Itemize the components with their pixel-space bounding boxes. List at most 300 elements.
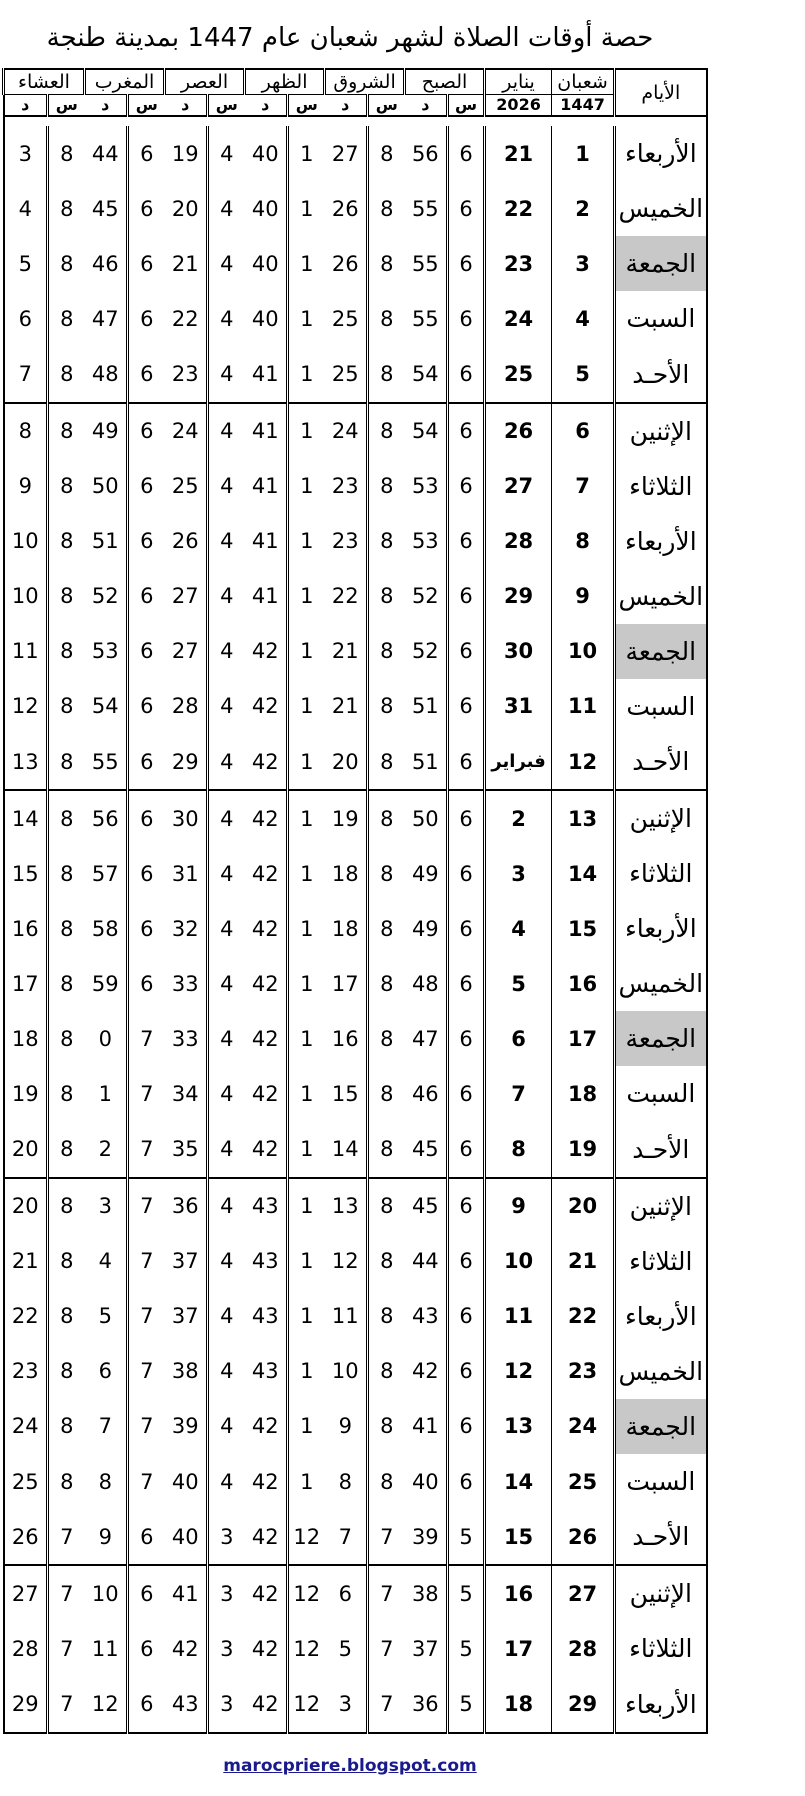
days-header: الأيام [615,69,707,116]
minute-cell: 23 [11,1359,39,1384]
day-name-cell: الثلاثاء [615,459,707,514]
minute-cell: 42 [251,916,279,941]
hour-cell: 8 [48,1011,85,1066]
hour-cell: 8 [368,734,405,790]
hour-cell: 4 [208,1122,245,1178]
hour-cell: 8 [368,569,405,624]
hour-cell: 8 [48,1399,85,1454]
day-name-cell: الأربعاء [615,1676,707,1733]
hour-cell: 1 [288,679,325,734]
hour-cell: 4 [208,291,245,346]
minute-cell: 42 [251,1524,279,1549]
greg-day-cell: فبراير [485,734,552,790]
hour-cell: 8 [368,1234,405,1289]
dhuhr-header: الظهر [245,69,325,95]
minute-cell: 40 [171,1469,199,1494]
minute-cell: 12 [91,1692,119,1717]
hour-cell: 6 [128,459,165,514]
minute-cell: 10 [11,529,39,554]
hour-cell: 1 [288,291,325,346]
day-name-cell: الثلاثاء [615,846,707,901]
hour-cell: 8 [368,790,405,846]
greg-day-cell: 26 [485,403,552,459]
table-row [4,126,707,181]
minute-cell: 25 [11,1469,39,1494]
hour-cell: 7 [368,1676,405,1733]
hour-cell: 8 [368,1011,405,1066]
minute-cell: 3 [18,141,32,166]
minute-cell: 30 [165,790,208,846]
minute-cell: 43 [245,1178,288,1234]
hijri-day-cell: 2 [552,181,615,236]
minute-cell: 12 [11,694,39,719]
hijri-day-cell: 27 [552,1565,615,1621]
minute-cell: 40 [171,1524,199,1549]
minute-cell: 41 [251,584,279,609]
day-name-cell: الجمعة [615,624,707,679]
hour-cell: 7 [48,1621,85,1676]
minute-cell: 20 [331,749,359,774]
hour-cell: 6 [448,624,485,679]
hour-cell: 1 [288,901,325,956]
hour-cell: 4 [208,1066,245,1121]
hour-cell: 5 [448,1621,485,1676]
hour-cell: 1 [288,514,325,569]
hour-cell: 8 [368,1399,405,1454]
minute-cell: 57 [91,861,119,886]
minute-cell: 39 [171,1414,199,1439]
hijri-day-cell: 24 [552,1399,615,1454]
hour-cell: 7 [368,1565,405,1621]
hour-cell: 4 [208,734,245,790]
greg-year-header: 2026 [485,95,552,117]
hour-cell: 1 [288,846,325,901]
hijri-day-cell: 6 [552,403,615,459]
hour-cell: 6 [448,346,485,402]
minute-cell: 42 [251,861,279,886]
minute-cell: 28 [171,694,199,719]
hour-cell: 6 [128,901,165,956]
hour-cell: 8 [48,1066,85,1121]
minute-cell: 7 [98,1414,112,1439]
hour-cell: 3 [208,1676,245,1733]
hijri-day-cell: 29 [552,1676,615,1733]
minute-cell: 35 [171,1137,199,1162]
day-name-cell: الإثنين [615,403,707,459]
minute-cell: 45 [411,1137,439,1162]
day-name-cell: الثلاثاء [615,1621,707,1676]
day-name-cell: الأحـد [615,1122,707,1178]
table-row [4,1399,707,1454]
hour-cell: 4 [208,901,245,956]
minute-cell: 44 [411,1249,439,1274]
minute-cell: 55 [411,251,439,276]
minute-cell: 51 [411,749,439,774]
greg-day-cell: 2 [485,790,552,846]
hour-cell: 12 [288,1565,325,1621]
minute-subheader: د [4,95,48,117]
hijri-day-cell: 25 [552,1454,615,1509]
hour-cell: 6 [448,291,485,346]
hour-cell: 8 [368,624,405,679]
minute-cell: 10 [11,584,39,609]
hour-cell: 6 [128,1509,165,1565]
hour-cell: 8 [48,569,85,624]
hijri-day-cell: 15 [552,901,615,956]
minute-subheader: د [245,95,288,117]
table-row [4,181,707,236]
greg-day-cell: 7 [485,1066,552,1121]
minute-subheader: د [165,95,208,117]
day-name-cell: الإثنين [615,1565,707,1621]
hijri-day-cell: 4 [552,291,615,346]
hour-cell: 1 [288,956,325,1011]
minute-cell: 8 [98,1469,112,1494]
greg-day-cell: 4 [485,901,552,956]
hour-cell: 1 [288,1178,325,1234]
hour-cell: 8 [48,624,85,679]
hour-cell: 4 [208,181,245,236]
hour-cell: 5 [448,1509,485,1565]
minute-cell: 33 [171,1026,199,1051]
greg-day-cell: 15 [485,1509,552,1565]
table-row [4,1066,707,1121]
minute-cell: 26 [331,251,359,276]
hour-cell: 8 [48,236,85,291]
page-title: حصة أوقات الصلاة لشهر شعبان عام 1447 بمدينة طنجة [46,23,654,53]
hour-cell: 7 [368,1509,405,1565]
hour-cell: 6 [448,1454,485,1509]
minute-cell: 42 [245,1565,288,1621]
hour-cell: 4 [208,790,245,846]
minute-cell: 42 [251,1081,279,1106]
day-name-cell: السبت [615,679,707,734]
hour-cell: 4 [208,1178,245,1234]
hijri-day-cell: 7 [552,459,615,514]
hour-cell: 7 [128,1344,165,1399]
hijri-day-cell: 17 [552,1011,615,1066]
minute-cell: 42 [251,1469,279,1494]
greg-day-cell: 25 [485,346,552,402]
greg-day-cell: 10 [485,1234,552,1289]
hour-cell: 8 [48,126,85,181]
hour-cell: 6 [448,790,485,846]
table-row [4,1565,707,1621]
greg-day-cell: 17 [485,1621,552,1676]
hour-cell: 7 [128,1066,165,1121]
isha-header: العشاء [4,69,85,95]
minute-cell: 48 [91,362,119,387]
minute-cell: 3 [338,1692,352,1717]
minute-cell: 22 [331,584,359,609]
hour-cell: 8 [368,1178,405,1234]
minute-cell: 22 [11,1304,39,1329]
minute-cell: 6 [325,1565,368,1621]
minute-cell: 47 [411,1026,439,1051]
hour-cell: 6 [448,1234,485,1289]
hour-cell: 1 [288,1289,325,1344]
minute-cell: 21 [331,639,359,664]
minute-cell: 19 [325,790,368,846]
hijri-day-cell: 12 [552,734,615,790]
table-row [4,956,707,1011]
minute-cell: 59 [91,971,119,996]
hour-cell: 6 [448,846,485,901]
day-name-cell: الأربعاء [615,901,707,956]
minute-cell: 49 [411,916,439,941]
minute-cell: 11 [11,639,39,664]
table-row [4,403,707,459]
minute-cell: 39 [411,1524,439,1549]
minute-cell: 52 [411,639,439,664]
minute-cell: 42 [251,1137,279,1162]
day-name-cell: الجمعة [615,1011,707,1066]
hour-cell: 8 [368,846,405,901]
minute-cell: 11 [91,1636,119,1661]
hour-cell: 4 [208,1454,245,1509]
table-row [4,1178,707,1234]
minute-cell: 40 [251,251,279,276]
hour-subheader: س [368,95,405,117]
minute-cell: 24 [165,403,208,459]
minute-cell: 43 [251,1359,279,1384]
hijri-day-cell: 23 [552,1344,615,1399]
hour-cell: 4 [208,459,245,514]
minute-cell: 5 [98,1304,112,1329]
table-row [4,734,707,790]
hour-cell: 1 [288,1454,325,1509]
minute-cell: 38 [171,1359,199,1384]
prayer-times-table [2,68,708,1734]
hour-cell: 6 [448,236,485,291]
hijri-day-cell: 10 [552,624,615,679]
minute-cell: 41 [245,403,288,459]
minute-cell: 1 [98,1081,112,1106]
minute-cell: 34 [171,1081,199,1106]
minute-cell: 9 [338,1414,352,1439]
hour-cell: 4 [208,846,245,901]
asr-header: العصر [165,69,245,95]
minute-cell: 32 [171,916,199,941]
minute-cell: 56 [411,141,439,166]
greg-day-cell: 31 [485,679,552,734]
hour-cell: 4 [208,1289,245,1344]
hour-cell: 8 [48,514,85,569]
hour-cell: 8 [48,1344,85,1399]
hijri-day-cell: 5 [552,346,615,402]
hijri-day-cell: 14 [552,846,615,901]
table-row [4,459,707,514]
hour-cell: 1 [288,236,325,291]
hour-cell: 1 [288,1066,325,1121]
minute-cell: 54 [411,362,439,387]
hour-cell: 8 [368,901,405,956]
table-row [4,1289,707,1344]
minute-cell: 58 [91,916,119,941]
minute-subheader: د [405,95,448,117]
minute-cell: 27 [4,1565,48,1621]
hour-cell: 8 [48,459,85,514]
hour-cell: 6 [128,1621,165,1676]
hour-cell: 4 [208,1011,245,1066]
hour-cell: 6 [128,734,165,790]
minute-cell: 0 [98,1026,112,1051]
minute-cell: 52 [411,584,439,609]
table-row [4,1676,707,1733]
table-row [4,679,707,734]
minute-cell: 8 [4,403,48,459]
maghrib-header: المغرب [85,69,165,95]
minute-cell: 40 [411,1469,439,1494]
hour-cell: 7 [48,1509,85,1565]
greg-day-cell: 6 [485,1011,552,1066]
minute-cell: 23 [331,474,359,499]
minute-cell: 49 [85,403,128,459]
minute-cell: 26 [11,1524,39,1549]
minute-cell: 42 [251,1414,279,1439]
greg-day-cell: 3 [485,846,552,901]
hour-cell: 8 [48,1178,85,1234]
hour-cell: 6 [448,514,485,569]
minute-cell: 9 [98,1524,112,1549]
hijri-day-cell: 3 [552,236,615,291]
minute-cell: 25 [331,362,359,387]
minute-cell: 29 [171,749,199,774]
greg-month-header: يناير [485,69,552,95]
hour-cell: 4 [208,126,245,181]
hour-cell: 6 [128,846,165,901]
hour-cell: 6 [448,901,485,956]
hour-cell: 4 [208,624,245,679]
greg-day-cell: 5 [485,956,552,1011]
minute-cell: 42 [251,694,279,719]
hour-cell: 7 [48,1676,85,1733]
hijri-year-header: 1447 [552,95,615,117]
minute-cell: 40 [251,141,279,166]
minute-cell: 40 [251,306,279,331]
day-name-cell: السبت [615,1066,707,1121]
hour-cell: 6 [128,1676,165,1733]
hour-cell: 6 [128,291,165,346]
hour-cell: 8 [368,291,405,346]
hijri-day-cell: 22 [552,1289,615,1344]
day-name-cell: السبت [615,291,707,346]
hour-cell: 6 [448,1011,485,1066]
hour-cell: 8 [368,459,405,514]
hour-cell: 8 [368,181,405,236]
minute-cell: 33 [171,971,199,996]
minute-cell: 42 [251,971,279,996]
day-name-cell: الأربعاء [615,1289,707,1344]
minute-cell: 56 [85,790,128,846]
minute-cell: 24 [325,403,368,459]
minute-cell: 16 [11,916,39,941]
minute-cell: 21 [171,251,199,276]
minute-subheader: د [85,95,128,117]
minute-cell: 27 [171,584,199,609]
hour-cell: 1 [288,1344,325,1399]
hour-cell: 8 [48,846,85,901]
minute-cell: 20 [11,1137,39,1162]
hour-cell: 8 [368,236,405,291]
hour-cell: 6 [128,126,165,181]
day-name-cell: السبت [615,1454,707,1509]
minute-cell: 41 [251,362,279,387]
minute-cell: 36 [411,1692,439,1717]
table-row [4,1509,707,1565]
hour-cell: 4 [208,1344,245,1399]
minute-cell: 53 [91,639,119,664]
minute-cell: 6 [18,306,32,331]
minute-cell: 23 [331,529,359,554]
minute-subheader: د [325,95,368,117]
minute-cell: 28 [11,1636,39,1661]
hour-cell: 6 [128,569,165,624]
hour-cell: 7 [128,1399,165,1454]
minute-cell: 31 [171,861,199,886]
minute-cell: 26 [331,196,359,221]
day-name-cell: الأربعاء [615,514,707,569]
footer-link[interactable]: marocpriere.blogspot.com [223,1756,477,1776]
hour-cell: 1 [288,624,325,679]
minute-cell: 50 [405,790,448,846]
hijri-day-cell: 9 [552,569,615,624]
table-row [4,514,707,569]
minute-cell: 14 [331,1137,359,1162]
minute-cell: 42 [251,639,279,664]
minute-cell: 45 [91,196,119,221]
minute-cell: 20 [4,1178,48,1234]
hour-cell: 7 [368,1621,405,1676]
minute-cell: 13 [11,749,39,774]
spacer-row [4,116,707,126]
day-name-cell: الخميس [615,569,707,624]
greg-day-cell: 23 [485,236,552,291]
minute-cell: 42 [251,749,279,774]
minute-cell: 8 [338,1469,352,1494]
hour-cell: 6 [128,236,165,291]
table-row [4,624,707,679]
minute-cell: 40 [251,196,279,221]
greg-day-cell: 16 [485,1565,552,1621]
minute-cell: 21 [11,1249,39,1274]
minute-cell: 4 [98,1249,112,1274]
greg-day-cell: 27 [485,459,552,514]
greg-day-cell: 29 [485,569,552,624]
header-row [4,69,707,95]
hour-cell: 8 [48,1234,85,1289]
hijri-month-header: شعبان [552,69,615,95]
hijri-day-cell: 8 [552,514,615,569]
hour-cell: 4 [208,403,245,459]
greg-day-cell: 22 [485,181,552,236]
hijri-day-cell: 16 [552,956,615,1011]
minute-cell: 42 [251,1692,279,1717]
minute-cell: 7 [18,362,32,387]
hour-cell: 1 [288,346,325,402]
hour-cell: 8 [48,901,85,956]
hour-cell: 8 [48,403,85,459]
table-row [4,1122,707,1178]
minute-cell: 41 [411,1414,439,1439]
day-name-cell: الإثنين [615,790,707,846]
minute-cell: 37 [171,1304,199,1329]
hour-cell: 8 [48,181,85,236]
hour-cell: 1 [288,1399,325,1454]
hour-cell: 4 [208,569,245,624]
minute-cell: 43 [251,1304,279,1329]
hour-cell: 6 [128,514,165,569]
